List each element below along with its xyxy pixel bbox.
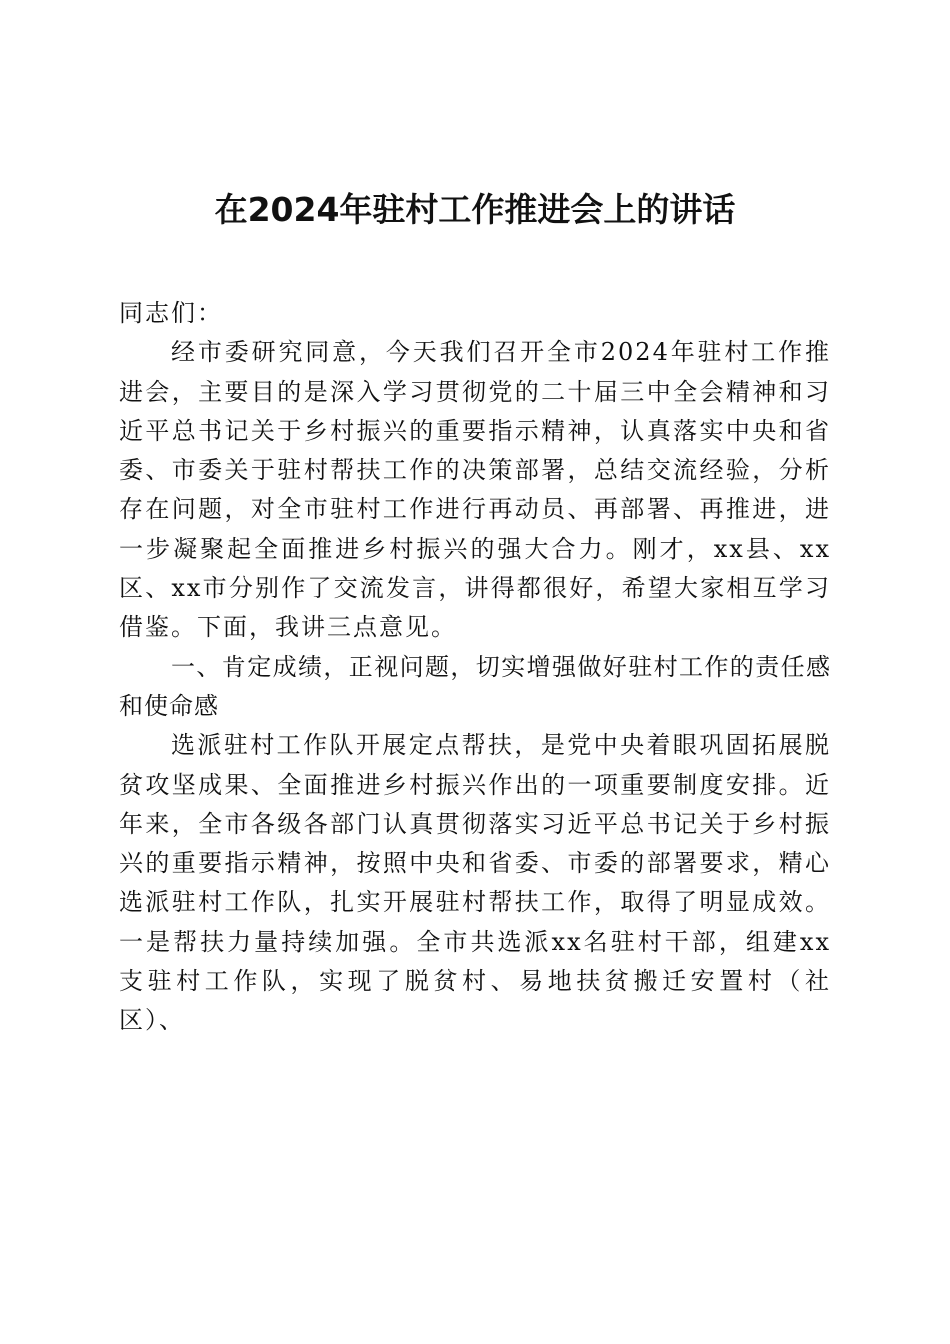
document-body [119,294,831,1041]
section-heading-1: 一、肯定成绩，正视问题，切实增强做好驻村工作的责任感和使命感 [119,652,831,720]
paragraph-achievements: 选派驻村工作队开展定点帮扶，是党中央着眼巩固拓展脱贫攻坚成果、全面推进乡村振兴作出的一项重要制度安排。近年来，全市各级各部门认真贯彻落实习近平总书记关于乡村振兴的重要指示精神，按照中央和省委、市委的部署要求，精心选派驻村工作队，扎实开展驻村帮扶工作，取得了明显成效。一是帮扶力量持续加强。全市共选派xx名驻村干部，组建xx支驻村工作队，实现了脱贫村、易地扶贫搬迁安置村（社区）、 [119,731,831,1035]
document-title: 在2024年驻村工作推进会上的讲话 [214,190,736,229]
salutation: 同志们： [119,299,223,327]
paragraph-opening: 经市委研究同意，今天我们召开全市2024年驻村工作推进会，主要目的是深入学习贯彻党的二十届三中全会精神和习近平总书记关于乡村振兴的重要指示精神，认真落实中央和省委、市委关于驻村帮扶工作的决策部署，总结交流经验，分析存在问题，对全市驻村工作进行再动员、再部署、再推进，进一步凝聚起全面推进乡村振兴的强大合力。刚才，xx县、xx区、xx市分别作了交流发言，讲得都很好，希望大家相互学习借鉴。下面，我讲三点意见。 [119,338,831,642]
